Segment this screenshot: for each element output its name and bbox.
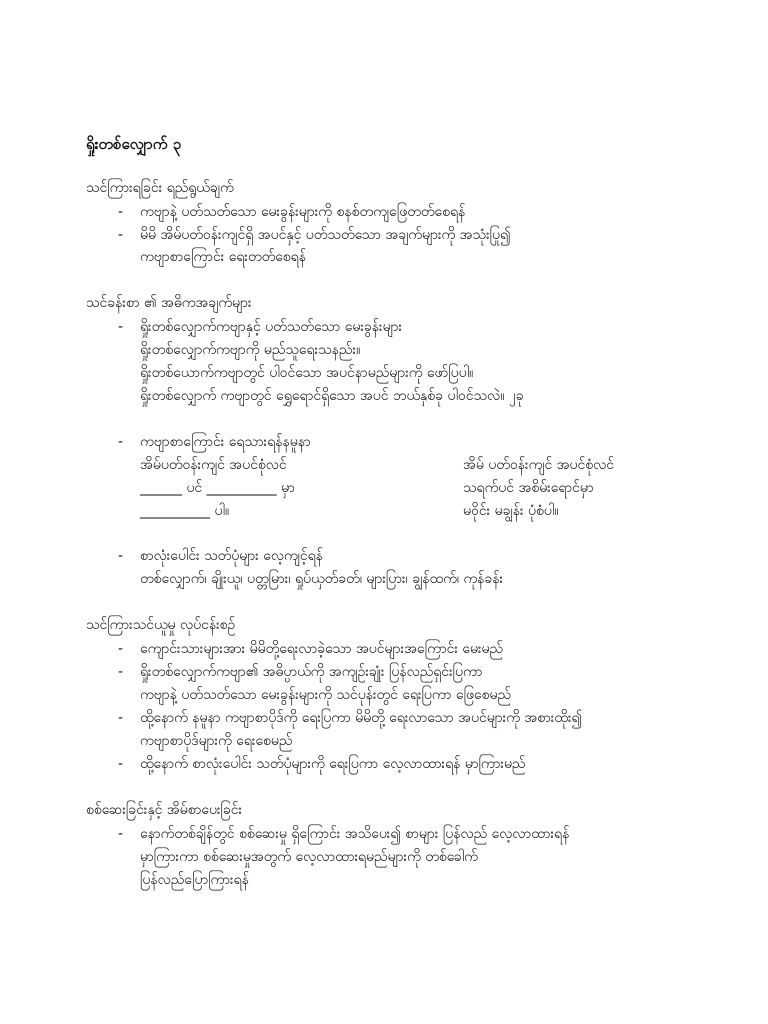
activity-3-line-1: ထို့နောက် နမူနာ ကဗျာစာပိုဒ်ကို ရေးပြကာ မိမိတို့ ရေးလာသော အပင်များကို အစားထိုး၍ bbox=[140, 710, 582, 726]
key-point-3-line-1: စာလုံးပေါင်း သတ်ပုံများ လေ့ကျင့်ရန် bbox=[140, 548, 323, 564]
sample-left-line-1: အိမ်ပတ်ဝန်းကျင် အပင်စုံလင် bbox=[140, 457, 287, 473]
bullet-dash: - bbox=[118, 641, 124, 657]
bullet-dash: - bbox=[118, 664, 124, 680]
activity-3-line-2: ကဗျာစာပိုဒ်များကို ရေးစေမည် bbox=[140, 733, 293, 749]
key-points-heading: သင်ခန်းစာ ၏ အဓိကအချက်များ bbox=[86, 295, 252, 311]
sample-right-line-2: သရက်ပင် အစိမ်းရောင်မှာ bbox=[463, 480, 594, 496]
activity-2-line-2: ကဗျာနဲ့ ပတ်သတ်သော မေးခွန်းများကို သင်ပုန်းတွင် ရေးပြကာ ဖြေစေမည် bbox=[140, 687, 512, 703]
activity-4-line-1: ထို့နောက် စာလုံးပေါင်း သတ်ပုံများကို ရေးပြကာ လေ့လာထားရန် မှာကြားမည် bbox=[140, 756, 526, 772]
bullet-dash: - bbox=[118, 319, 124, 335]
document-title: ရှိုးတစ်လျှောက် ၃ bbox=[86, 135, 182, 153]
assessment-1-line-2: မှာကြားကာ စစ်ဆေးမှုအတွက် လေ့လာထားရမည်များကို တစ်ခေါက် bbox=[140, 849, 478, 865]
sample-left-line-3: __________ ပါ။ bbox=[140, 503, 230, 519]
activity-2-line-1: ရှိုးတစ်လျှောက်ကဗျာ၏ အဓိပ္ပာယ်ကို အကျဉ်းချုံး ပြန်လည်ရှင်းပြကာ bbox=[140, 664, 483, 680]
bullet-dash: - bbox=[118, 227, 124, 243]
assessment-1-line-1: နောက်တစ်ချိန်တွင် စစ်ဆေးမှု ရှိကြောင်း အသိပေး၍ စာများ ပြန်လည် လေ့လာထားရန် bbox=[140, 826, 570, 842]
assessment-1-line-3: ပြန်လည်ပြောကြားရန် bbox=[140, 872, 249, 888]
objective-item-1-line-1: ကဗျာနဲ့ ပတ်သတ်သော မေးခွန်းများကို စနစ်တကျဖြေတတ်စေရန် bbox=[140, 204, 466, 220]
sample-left-line-2: ______ ပင် __________ မှာ bbox=[140, 480, 295, 496]
objective-item-2-line-1: မိမိ အိမ်ပတ်ဝန်းကျင်ရှိ အပင်နှင့် ပတ်သတ်သော အချက်များကို အသုံးပြု၍ bbox=[140, 227, 511, 243]
key-point-1-line-2: ရှိုးတစ်လျှောက်ကဗျာကို မည်သူရေးသနည်း။ bbox=[140, 342, 361, 358]
activity-1-line-1: ကျောင်းသားများအား မိမိတို့ရေးလာခဲ့သော အပင်များအကြောင်း မေးမည် bbox=[140, 641, 504, 657]
activities-heading: သင်ကြားသင်ယူမှု လုပ်ငန်းစဉ် bbox=[86, 617, 236, 633]
bullet-dash: - bbox=[118, 548, 124, 564]
sample-right-line-1: အိမ် ပတ်ဝန်းကျင် အပင်စုံလင် bbox=[463, 457, 615, 473]
assessment-heading: စစ်ဆေးခြင်းနှင့် အိမ်စာပေးခြင်း bbox=[86, 802, 243, 818]
key-point-1-line-1: ရှိုးတစ်လျှောက်ကဗျာနှင့် ပတ်သတ်သော မေးခွန်းများ bbox=[140, 319, 403, 335]
bullet-dash: - bbox=[118, 204, 124, 220]
bullet-dash: - bbox=[118, 710, 124, 726]
key-point-1-line-3: ရှိုးတစ်ယောက်ကဗျာတွင် ပါဝင်သော အပင်နာမည်များကို ဖော်ပြပါ။ bbox=[140, 365, 474, 381]
objective-item-2-line-2: ကဗျာစာကြောင်း ရေးတတ်စေရန် bbox=[140, 249, 306, 265]
bullet-dash: - bbox=[118, 756, 124, 772]
bullet-dash: - bbox=[118, 434, 124, 450]
bullet-dash: - bbox=[118, 826, 124, 842]
objectives-heading: သင်ကြားရခြင်း ရည်ရွယ်ချက် bbox=[86, 180, 234, 196]
key-point-1-line-4: ရှိုးတစ်လျှောက် ကဗျာတွင် ရွှေရောင်ရှိသော အပင် ဘယ်နှစ်ခု ပါဝင်သလဲ။ ၂ခု bbox=[140, 388, 524, 404]
sample-right-line-3: မဝိုင်း မချွန်း ပုံစံပါ။ bbox=[463, 503, 559, 519]
key-point-3-line-2: တစ်လျှောက်၊ ချိုးယူ၊ ပတ္တမြား၊ ရှုပ်ယှတ်ခတ်၊ များပြား၊ ချွန်ထက်၊ ကုန်ခန်း bbox=[140, 571, 504, 587]
key-point-2-heading: ကဗျာစာကြောင်း ရေသားရန်နမူနာ bbox=[140, 434, 311, 450]
